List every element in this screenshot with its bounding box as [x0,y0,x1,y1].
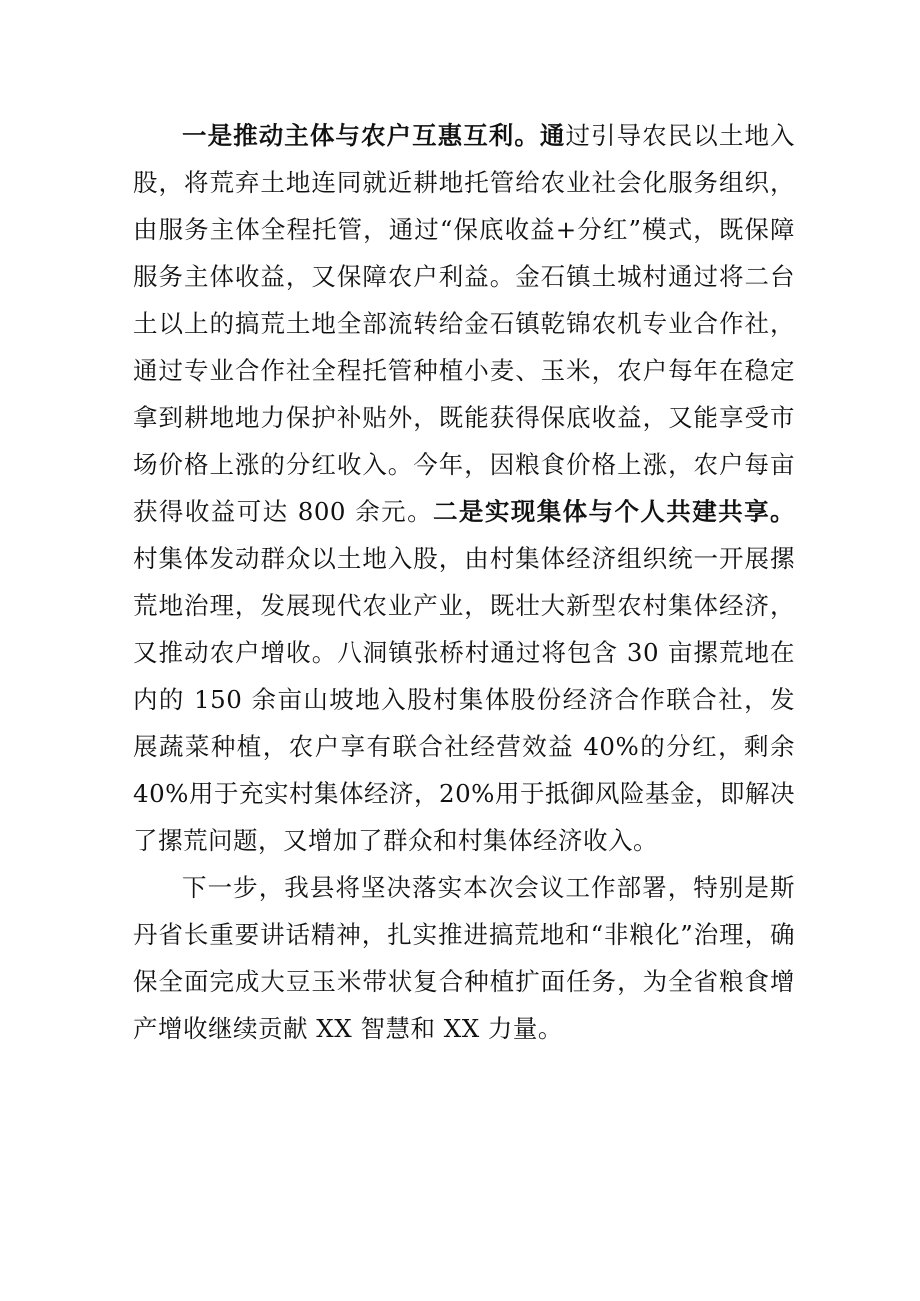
heading-one: 一是推动主体与农户互惠互利。通 [182,121,566,150]
paragraph-1-text-b: 村集体发动群众以土地入股，由村集体经济组织统一开展摞荒地治理，发展现代农业产业，既壮大新型农村集体经济，又推动农户增收。八洞镇张桥村通过将包含 30 亩摞荒地在内的 150 余亩山坡地入股村集体股份经济合作联合社，发展蔬菜种植，农户享有联合社经营效益 40%的分红，剩余 40%用于充实村集体经济，20%用于抵御风险基金，即解决了摞荒问题，又增加了群众和村集体经济收入。 [133,544,795,855]
document-body [133,112,795,1052]
paragraph-2: 下一步，我县将坚决落实本次会议工作部署，特别是斯丹省长重要讲话精神，扎实推进搞荒地和“非粮化”治理，确保全面完成大豆玉米带状复合种植扩面任务，为全省粮食增产增收继续贡献 XX 智慧和 XX 力量。 [133,873,795,1043]
heading-two: 二是实现集体与个人共建共享。 [433,497,795,526]
paragraph-1-text-a: 过引导农民以土地入股，将荒弃土地连同就近耕地托管给农业社会化服务组织，由服务主体全程托管，通过“保底收益+分红”模式，既保障服务主体收益，又保障农户利益。金石镇土城村通过将二台土以上的搞荒土地全部流转给金石镇乾锦农机专业合作社，通过专业合作社全程托管种植小麦、玉米，农户每年在稳定拿到耕地地力保护补贴外，既能获得保底收益，又能享受市场价格上涨的分红收入。今年，因粮食价格上涨，农户每亩获得收益可达 800 余元。 [133,121,796,526]
paragraph-1 [133,112,795,864]
